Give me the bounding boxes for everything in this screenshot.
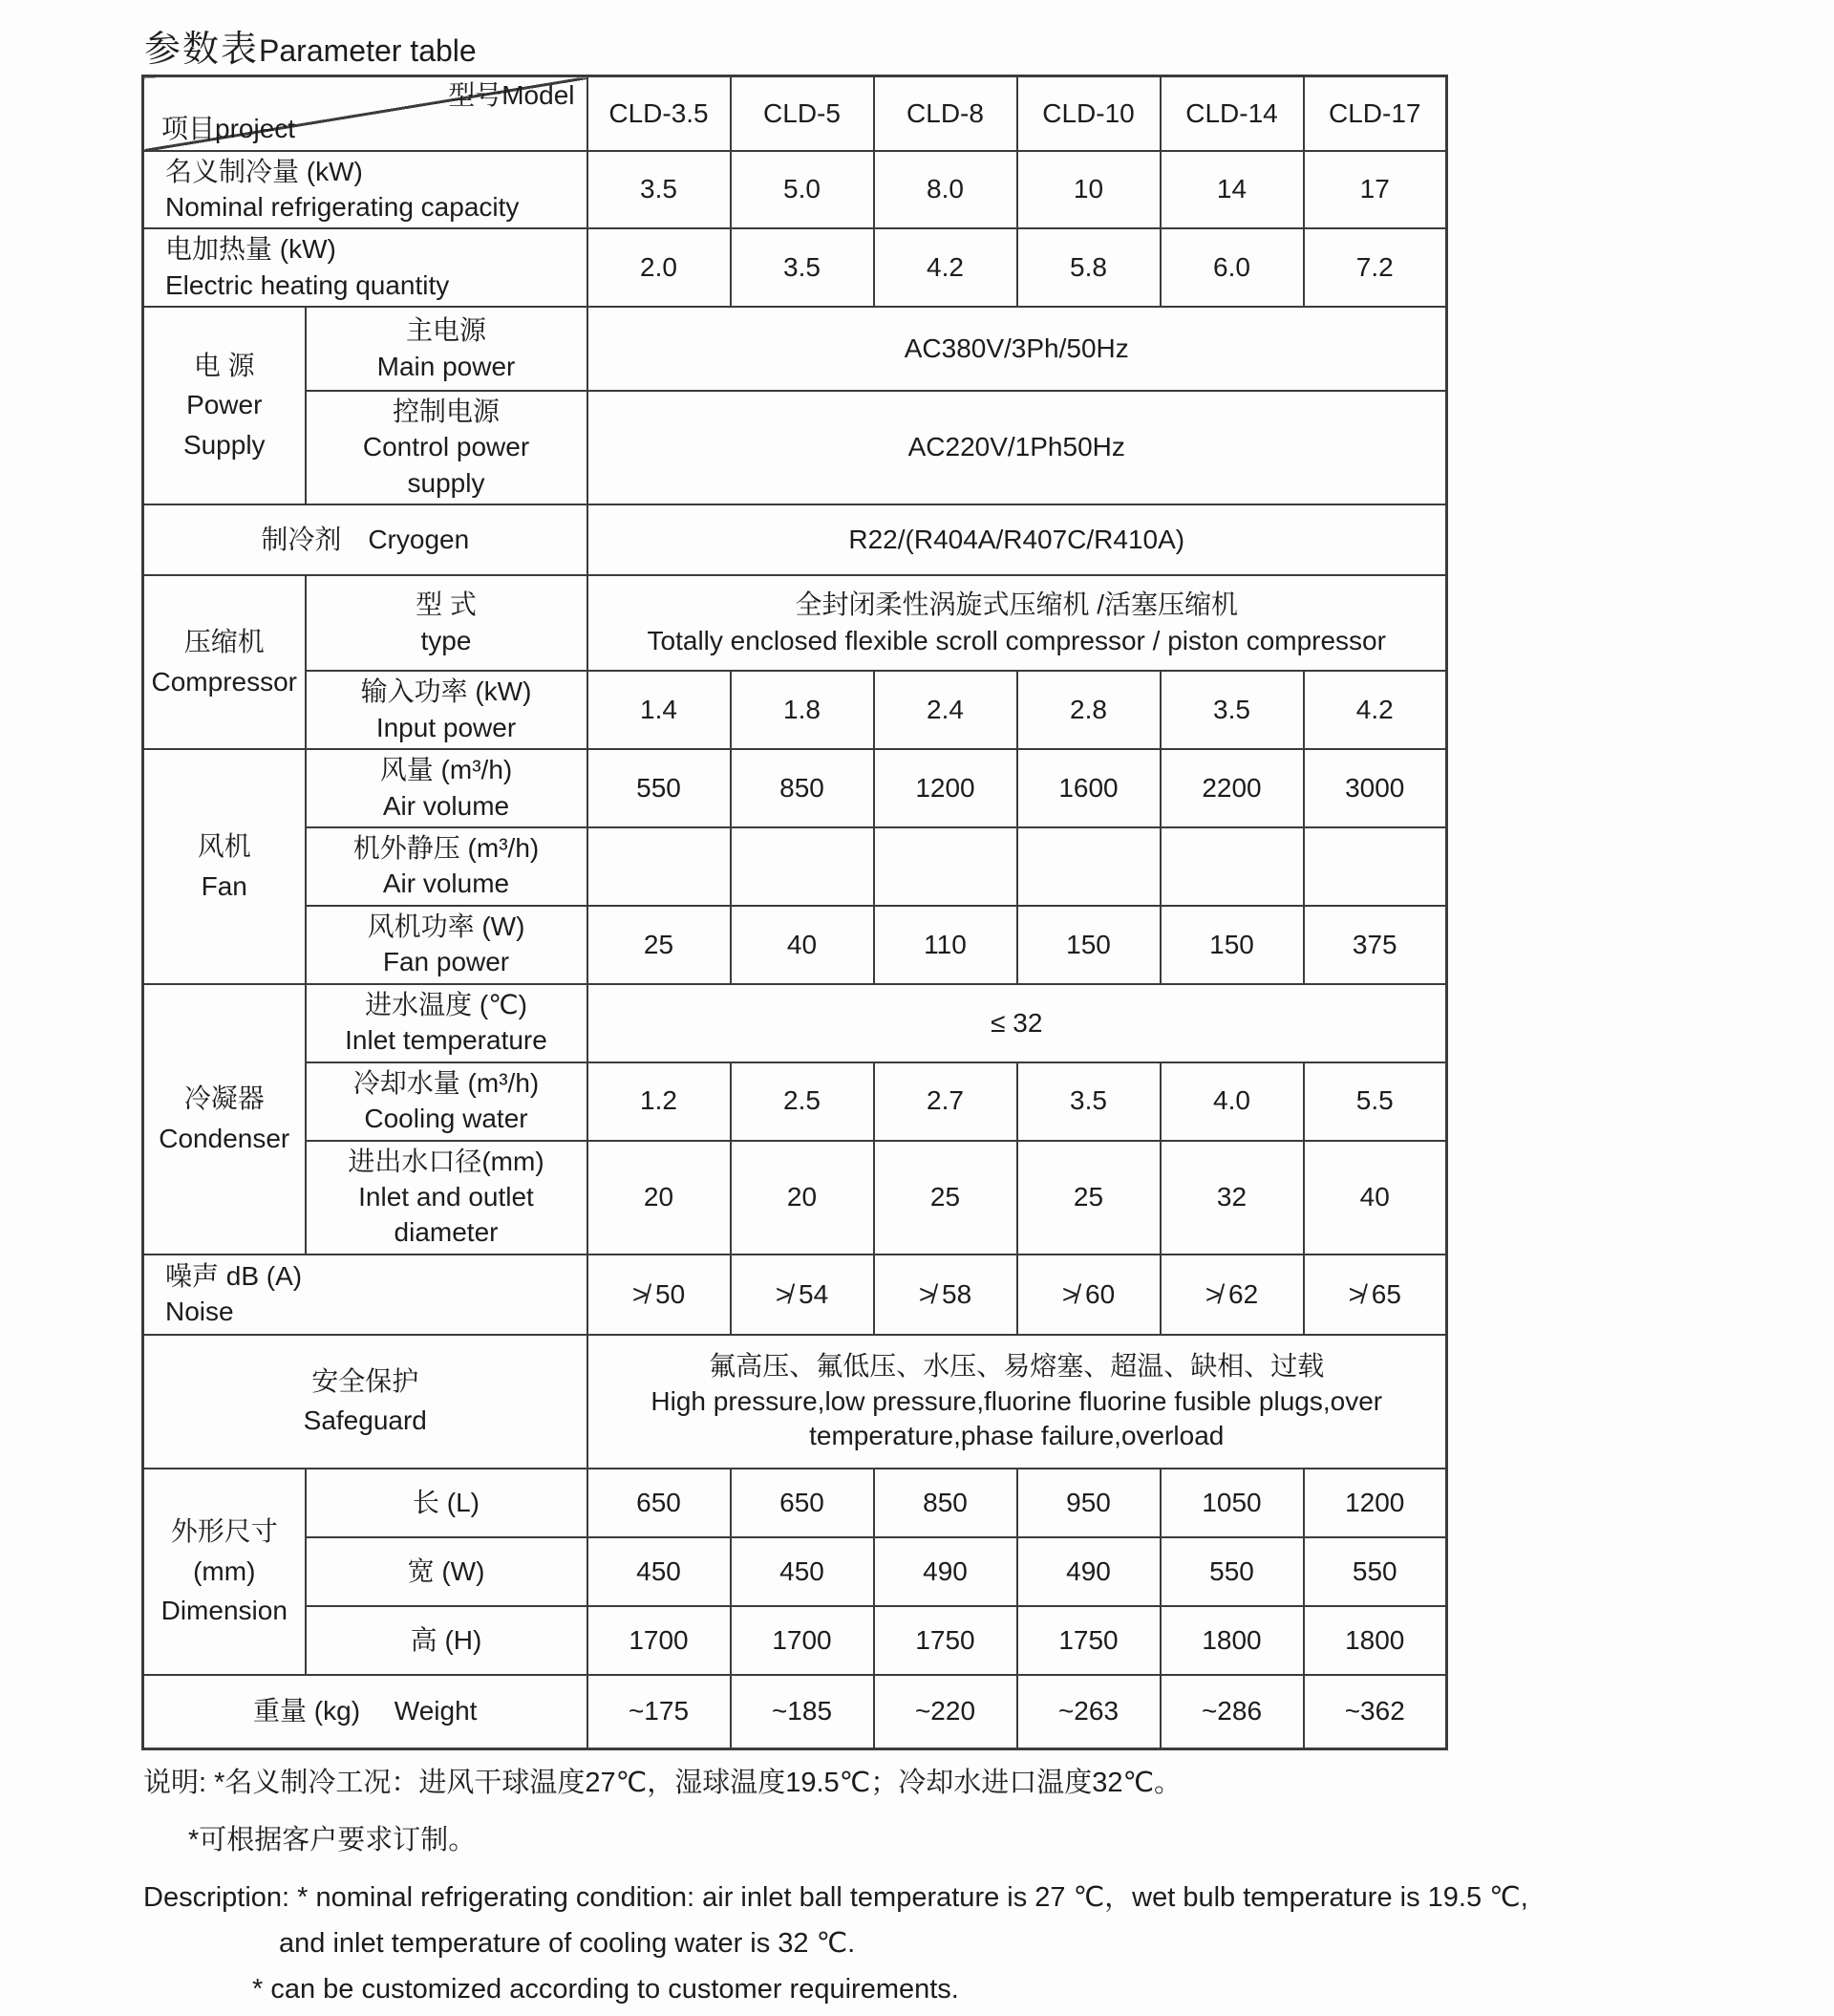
value-cell: 650 bbox=[587, 1469, 731, 1537]
label-en: Noise bbox=[165, 1297, 234, 1327]
row-nominal-capacity bbox=[143, 151, 1447, 229]
row-label-nominal-capacity bbox=[143, 151, 587, 229]
value-cell: 17 bbox=[1304, 151, 1447, 229]
row-fan-power bbox=[143, 906, 1447, 984]
value-cell-span bbox=[587, 1335, 1447, 1469]
category-power-supply bbox=[143, 307, 306, 504]
value-cell bbox=[1304, 827, 1447, 906]
row-label-inlet-outlet-diameter bbox=[306, 1141, 587, 1255]
value-cell: ~175 bbox=[587, 1675, 731, 1749]
label-en: Electric heating quantity bbox=[165, 269, 450, 300]
value-cell: 550 bbox=[1304, 1537, 1447, 1606]
category-en: Supply bbox=[182, 429, 266, 460]
model-header-cell: CLD-10 bbox=[1017, 76, 1161, 151]
model-project-header-cell bbox=[143, 76, 587, 151]
note-en-line1: Description: * nominal refrigerating condition: air inlet ball temperature is 27 ℃，wet bulb temperature is 19.5 ℃, bbox=[143, 1882, 1528, 1913]
row-label-height: 高 (H) bbox=[306, 1606, 587, 1675]
category-zh: 压缩机 bbox=[183, 627, 265, 657]
value-cell: 1200 bbox=[874, 749, 1017, 827]
value-cell: 2.7 bbox=[874, 1062, 1017, 1141]
label-zh: 安全保护 bbox=[311, 1365, 419, 1396]
value-cell: 10 bbox=[1017, 151, 1161, 229]
value-cell: ≯ 62 bbox=[1161, 1255, 1304, 1335]
project-header-label: 项目project bbox=[161, 114, 296, 144]
label-zh: 进出水口径(mm) bbox=[348, 1146, 544, 1176]
value-cell: 1600 bbox=[1017, 749, 1161, 827]
label-zh: 型 式 bbox=[416, 590, 477, 620]
label-en: Main power bbox=[376, 351, 516, 381]
safeguard-value-en: High pressure,low pressure,fluorine fluorine fusible plugs,over temperature,phase failure,overload bbox=[650, 1385, 1383, 1450]
label-zh: 风机功率 (W) bbox=[367, 911, 525, 941]
row-label-noise bbox=[143, 1255, 587, 1335]
value-cell: 1750 bbox=[1017, 1606, 1161, 1675]
type-value-zh: 全封闭柔性涡旋式压缩机 /活塞压缩机 bbox=[795, 590, 1239, 620]
row-label-inlet-temperature bbox=[306, 984, 587, 1062]
category-dimension bbox=[143, 1469, 306, 1675]
row-label-fan-power bbox=[306, 906, 587, 984]
value-cell: 950 bbox=[1017, 1469, 1161, 1537]
value-cell: 5.0 bbox=[731, 151, 874, 229]
label-en: Cooling water bbox=[364, 1104, 528, 1134]
value-cell: 1800 bbox=[1161, 1606, 1304, 1675]
row-label-length: 长 (L) bbox=[306, 1469, 587, 1537]
row-main-power bbox=[143, 307, 1447, 391]
value-cell: 1200 bbox=[1304, 1469, 1447, 1537]
category-condenser bbox=[143, 984, 306, 1255]
row-cooling-water bbox=[143, 1062, 1447, 1141]
category-en: Condenser bbox=[159, 1123, 290, 1153]
value-cell: 3.5 bbox=[731, 228, 874, 307]
row-dimension-height bbox=[143, 1606, 1447, 1675]
category-en: Dimension bbox=[160, 1595, 288, 1625]
label-en: Safeguard bbox=[303, 1405, 427, 1436]
value-cell: 20 bbox=[587, 1141, 731, 1255]
value-cell: ≯ 58 bbox=[874, 1255, 1017, 1335]
value-cell: 3.5 bbox=[587, 151, 731, 229]
value-cell: ~362 bbox=[1304, 1675, 1447, 1749]
value-cell: ~185 bbox=[731, 1675, 874, 1749]
value-cell: 6.0 bbox=[1161, 228, 1304, 307]
value-cell bbox=[874, 827, 1017, 906]
note-zh-line1: 说明: *名义制冷工况：进风干球温度27℃，湿球温度19.5℃；冷却水进口温度32℃。 bbox=[143, 1768, 1183, 1798]
label-en: Nominal refrigerating capacity bbox=[165, 191, 520, 222]
value-cell: 25 bbox=[874, 1141, 1017, 1255]
value-cell-span: AC380V/3Ph/50Hz bbox=[587, 307, 1447, 391]
value-cell: 4.2 bbox=[1304, 671, 1447, 749]
value-cell: 2.0 bbox=[587, 228, 731, 307]
row-label-width: 宽 (W) bbox=[306, 1537, 587, 1606]
label-zh: 控制电源 bbox=[392, 397, 500, 427]
value-cell: 2200 bbox=[1161, 749, 1304, 827]
label-en: Input power bbox=[375, 712, 517, 742]
value-cell: 550 bbox=[1161, 1537, 1304, 1606]
label-en: Inlet and outlet bbox=[358, 1181, 534, 1212]
value-cell: 150 bbox=[1017, 906, 1161, 984]
value-cell: 4.0 bbox=[1161, 1062, 1304, 1141]
row-cryogen bbox=[143, 504, 1447, 575]
row-label-safeguard bbox=[143, 1335, 587, 1469]
value-cell bbox=[1161, 827, 1304, 906]
label-en: type bbox=[420, 625, 472, 655]
row-label-input-power bbox=[306, 671, 587, 749]
model-header-cell: CLD-17 bbox=[1304, 76, 1447, 151]
value-cell: ≯ 50 bbox=[587, 1255, 731, 1335]
category-zh: 风机 bbox=[197, 831, 251, 862]
row-label-static-pressure bbox=[306, 827, 587, 906]
value-cell-span: ≤ 32 bbox=[587, 984, 1447, 1062]
model-header-cell: CLD-8 bbox=[874, 76, 1017, 151]
value-cell: 1800 bbox=[1304, 1606, 1447, 1675]
category-unit: (mm) bbox=[193, 1555, 256, 1586]
label-en: Air volume bbox=[382, 790, 510, 821]
value-cell: 25 bbox=[1017, 1141, 1161, 1255]
row-dimension-width bbox=[143, 1537, 1447, 1606]
label-en: diameter bbox=[394, 1217, 499, 1248]
value-cell: 1700 bbox=[731, 1606, 874, 1675]
value-cell: 2.8 bbox=[1017, 671, 1161, 749]
value-cell: 32 bbox=[1161, 1141, 1304, 1255]
row-noise bbox=[143, 1255, 1447, 1335]
value-cell: ~263 bbox=[1017, 1675, 1161, 1749]
row-dimension-length bbox=[143, 1469, 1447, 1537]
label-en: Fan power bbox=[382, 947, 510, 977]
value-cell: 1050 bbox=[1161, 1469, 1304, 1537]
note-en-line2: and inlet temperature of cooling water is 32 ℃. bbox=[279, 1928, 856, 1959]
value-cell bbox=[587, 827, 731, 906]
value-cell: 3.5 bbox=[1017, 1062, 1161, 1141]
label-en: Inlet temperature bbox=[345, 1025, 547, 1056]
category-zh: 电 源 bbox=[193, 351, 255, 381]
value-cell-span: AC220V/1Ph50Hz bbox=[587, 391, 1447, 504]
row-label-main-power bbox=[306, 307, 587, 391]
category-fan bbox=[143, 749, 306, 984]
row-control-power bbox=[143, 391, 1447, 504]
value-cell: 450 bbox=[731, 1537, 874, 1606]
page-title bbox=[144, 19, 477, 72]
value-cell: 40 bbox=[1304, 1141, 1447, 1255]
page-title-zh: 参数表 bbox=[144, 30, 260, 70]
value-cell: 490 bbox=[874, 1537, 1017, 1606]
value-cell: 450 bbox=[587, 1537, 731, 1606]
value-cell-span bbox=[587, 575, 1447, 671]
label-zh: 冷却水量 (m³/h) bbox=[352, 1067, 540, 1098]
value-cell: 2.5 bbox=[731, 1062, 874, 1141]
parameter-table bbox=[141, 75, 1448, 1750]
label-zh: 进水温度 (℃) bbox=[365, 989, 527, 1019]
value-cell: 20 bbox=[731, 1141, 874, 1255]
note-en-line3: * can be customized according to customer requirements. bbox=[252, 1974, 959, 2005]
value-cell: 5.5 bbox=[1304, 1062, 1447, 1141]
header-row bbox=[143, 76, 1447, 151]
value-cell: 3000 bbox=[1304, 749, 1447, 827]
row-input-power bbox=[143, 671, 1447, 749]
category-en: Power bbox=[186, 390, 263, 420]
value-cell-span: R22/(R404A/R407C/R410A) bbox=[587, 504, 1447, 575]
model-header-cell: CLD-14 bbox=[1161, 76, 1304, 151]
value-cell: 3.5 bbox=[1161, 671, 1304, 749]
category-en: Compressor bbox=[151, 666, 297, 697]
category-compressor bbox=[143, 575, 306, 749]
label-zh: 机外静压 (m³/h) bbox=[352, 833, 540, 864]
row-inlet-outlet-diameter bbox=[143, 1141, 1447, 1255]
label-zh: 电加热量 (kW) bbox=[165, 234, 336, 265]
value-cell: 7.2 bbox=[1304, 228, 1447, 307]
page-title-en: Parameter table bbox=[259, 33, 477, 68]
value-cell: 110 bbox=[874, 906, 1017, 984]
row-air-volume bbox=[143, 749, 1447, 827]
model-header-label: 型号Model bbox=[448, 80, 575, 110]
row-safeguard bbox=[143, 1335, 1447, 1469]
label-zh: 风量 (m³/h) bbox=[379, 755, 513, 785]
row-inlet-temperature bbox=[143, 984, 1447, 1062]
value-cell: 850 bbox=[874, 1469, 1017, 1537]
row-label-air-volume bbox=[306, 749, 587, 827]
row-electric-heating bbox=[143, 228, 1447, 307]
value-cell: 40 bbox=[731, 906, 874, 984]
label-en: Air volume bbox=[382, 869, 510, 899]
row-label-cryogen: 制冷剂 Cryogen bbox=[143, 504, 587, 575]
value-cell: 1.4 bbox=[587, 671, 731, 749]
row-weight bbox=[143, 1675, 1447, 1749]
value-cell: 1750 bbox=[874, 1606, 1017, 1675]
category-en: Fan bbox=[201, 870, 247, 901]
label-zh: 主电源 bbox=[405, 315, 486, 346]
value-cell: 550 bbox=[587, 749, 731, 827]
value-cell: 25 bbox=[587, 906, 731, 984]
value-cell: 1.2 bbox=[587, 1062, 731, 1141]
value-cell: 1700 bbox=[587, 1606, 731, 1675]
row-compressor-type bbox=[143, 575, 1447, 671]
row-label-cooling-water bbox=[306, 1062, 587, 1141]
value-cell: 14 bbox=[1161, 151, 1304, 229]
row-label-control-power bbox=[306, 391, 587, 504]
value-cell: ≯ 65 bbox=[1304, 1255, 1447, 1335]
category-zh: 外形尺寸 bbox=[170, 1516, 278, 1547]
row-label-type bbox=[306, 575, 587, 671]
value-cell: 4.2 bbox=[874, 228, 1017, 307]
row-static-pressure bbox=[143, 827, 1447, 906]
note-zh-line2: *可根据客户要求订制。 bbox=[188, 1825, 477, 1855]
label-zh: 噪声 dB (A) bbox=[165, 1260, 303, 1291]
value-cell: 375 bbox=[1304, 906, 1447, 984]
type-value-en: Totally enclosed flexible scroll compressor / piston compressor bbox=[647, 625, 1386, 655]
label-en: Control power bbox=[362, 432, 530, 462]
value-cell: ≯ 54 bbox=[731, 1255, 874, 1335]
category-zh: 冷凝器 bbox=[183, 1083, 265, 1114]
value-cell: 1.8 bbox=[731, 671, 874, 749]
value-cell bbox=[731, 827, 874, 906]
label-en: supply bbox=[407, 467, 485, 498]
value-cell: ~286 bbox=[1161, 1675, 1304, 1749]
model-header-cell: CLD-3.5 bbox=[587, 76, 731, 151]
value-cell: 2.4 bbox=[874, 671, 1017, 749]
value-cell: 490 bbox=[1017, 1537, 1161, 1606]
row-label-weight: 重量 (kg) Weight bbox=[143, 1675, 587, 1749]
value-cell: 5.8 bbox=[1017, 228, 1161, 307]
value-cell: ≯ 60 bbox=[1017, 1255, 1161, 1335]
value-cell: 650 bbox=[731, 1469, 874, 1537]
value-cell: 850 bbox=[731, 749, 874, 827]
value-cell: 150 bbox=[1161, 906, 1304, 984]
value-cell: ~220 bbox=[874, 1675, 1017, 1749]
value-cell: 8.0 bbox=[874, 151, 1017, 229]
safeguard-value-zh: 氟高压、氟低压、水压、易熔塞、超温、缺相、过载 bbox=[709, 1351, 1325, 1382]
model-header-cell: CLD-5 bbox=[731, 76, 874, 151]
value-cell bbox=[1017, 827, 1161, 906]
label-zh: 名义制冷量 (kW) bbox=[165, 156, 363, 186]
label-zh: 输入功率 (kW) bbox=[360, 676, 532, 707]
row-label-electric-heating bbox=[143, 228, 587, 307]
